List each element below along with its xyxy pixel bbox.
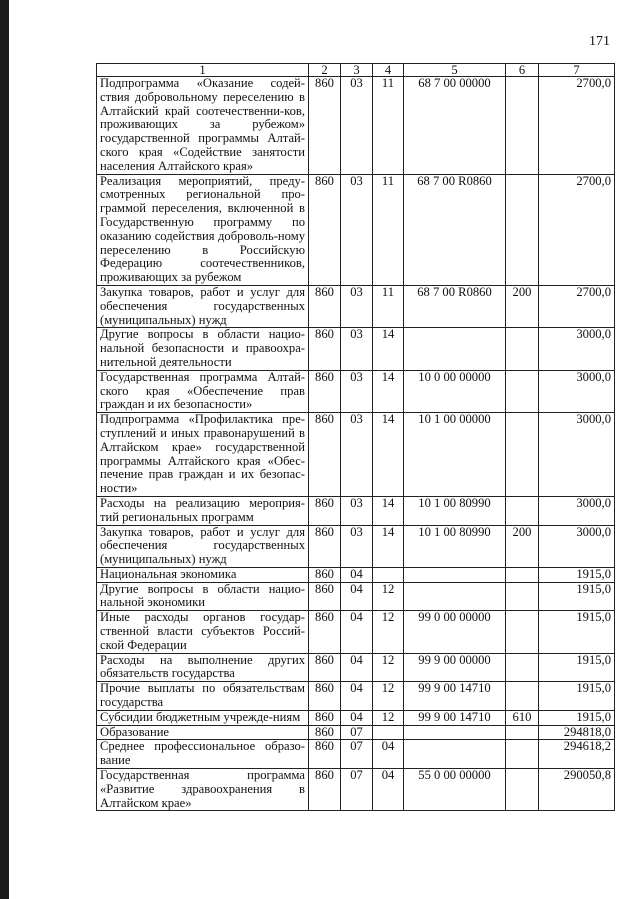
budget-table <box>96 63 615 811</box>
table-row <box>97 174 615 285</box>
row-section: 04 <box>341 611 373 653</box>
row-expense-type: 200 <box>506 285 539 327</box>
table-row <box>97 567 615 582</box>
row-expense-type <box>506 77 539 175</box>
row-amount: 2700,0 <box>539 174 615 285</box>
row-expense-type <box>506 653 539 682</box>
row-ministry-code: 860 <box>309 525 341 567</box>
row-ministry-code: 860 <box>309 611 341 653</box>
row-name: Другие вопросы в области нацио-нальной безопасности и правоохра-нительной деятельности <box>97 328 309 370</box>
row-name: Среднее профессиональное образо-вание <box>97 740 309 769</box>
table-row <box>97 370 615 412</box>
row-target-article: 99 9 00 14710 <box>404 682 506 711</box>
row-amount: 3000,0 <box>539 525 615 567</box>
table-row <box>97 525 615 567</box>
table-row <box>97 285 615 327</box>
row-expense-type: 610 <box>506 710 539 725</box>
row-amount: 1915,0 <box>539 611 615 653</box>
row-ministry-code: 860 <box>309 496 341 525</box>
row-amount: 2700,0 <box>539 77 615 175</box>
row-section: 03 <box>341 525 373 567</box>
row-ministry-code: 860 <box>309 567 341 582</box>
row-name: Реализация мероприятий, преду-смотренных региональной про-граммой переселения, включенной в Государственную программу по оказанию содействия доброволь-ному переселению в Российскую Федерацию соотечественников, проживающих за рубежом <box>97 174 309 285</box>
row-amount: 1915,0 <box>539 710 615 725</box>
row-target-article: 10 1 00 80990 <box>404 525 506 567</box>
row-name: Прочие выплаты по обязательствам государства <box>97 682 309 711</box>
row-ministry-code: 860 <box>309 174 341 285</box>
row-subsection: 12 <box>373 611 404 653</box>
row-expense-type <box>506 725 539 740</box>
row-subsection: 04 <box>373 740 404 769</box>
row-amount: 3000,0 <box>539 328 615 370</box>
row-expense-type <box>506 611 539 653</box>
row-ministry-code: 860 <box>309 582 341 611</box>
row-target-article: 99 0 00 00000 <box>404 611 506 653</box>
row-subsection <box>373 725 404 740</box>
row-ministry-code: 860 <box>309 285 341 327</box>
row-amount: 294618,2 <box>539 740 615 769</box>
header-col-3: 3 <box>341 64 373 77</box>
row-amount: 1915,0 <box>539 582 615 611</box>
row-expense-type <box>506 740 539 769</box>
row-target-article: 10 0 00 00000 <box>404 370 506 412</box>
row-subsection: 11 <box>373 285 404 327</box>
row-ministry-code: 860 <box>309 413 341 497</box>
row-section: 04 <box>341 653 373 682</box>
header-col-1: 1 <box>97 64 309 77</box>
row-target-article <box>404 740 506 769</box>
table-row <box>97 611 615 653</box>
row-amount: 3000,0 <box>539 413 615 497</box>
header-col-2: 2 <box>309 64 341 77</box>
row-name: Государственная программа «Развитие здравоохранения в Алтайском крае» <box>97 769 309 811</box>
row-name: Национальная экономика <box>97 567 309 582</box>
row-amount: 294818,0 <box>539 725 615 740</box>
row-section: 04 <box>341 710 373 725</box>
header-row <box>97 64 615 77</box>
row-ministry-code: 860 <box>309 740 341 769</box>
row-section: 04 <box>341 582 373 611</box>
table-row <box>97 740 615 769</box>
row-section: 03 <box>341 496 373 525</box>
row-expense-type <box>506 567 539 582</box>
row-subsection: 12 <box>373 653 404 682</box>
row-section: 03 <box>341 370 373 412</box>
row-expense-type <box>506 769 539 811</box>
row-name: Расходы на реализацию мероприя-тий региональных программ <box>97 496 309 525</box>
row-name: Государственная программа Алтай-ского края «Обеспечение прав граждан и их безопасности» <box>97 370 309 412</box>
table-row <box>97 413 615 497</box>
row-target-article: 68 7 00 R0860 <box>404 285 506 327</box>
row-target-article <box>404 567 506 582</box>
header-col-7: 7 <box>539 64 615 77</box>
table-row <box>97 682 615 711</box>
row-target-article: 10 1 00 00000 <box>404 413 506 497</box>
row-target-article <box>404 582 506 611</box>
table-row <box>97 328 615 370</box>
row-subsection: 12 <box>373 710 404 725</box>
row-amount: 2700,0 <box>539 285 615 327</box>
row-target-article: 10 1 00 80990 <box>404 496 506 525</box>
row-target-article <box>404 725 506 740</box>
row-ministry-code: 860 <box>309 769 341 811</box>
header-col-5: 5 <box>404 64 506 77</box>
row-ministry-code: 860 <box>309 370 341 412</box>
row-ministry-code: 860 <box>309 77 341 175</box>
row-expense-type <box>506 413 539 497</box>
row-name: Подпрограмма «Оказание содей-ствия добровольному переселению в Алтайский край соотечественни-ков, проживающих за рубежом» государственной программы Алтай-ского края «Содействие занятости населения Алтайского края» <box>97 77 309 175</box>
row-expense-type <box>506 174 539 285</box>
row-ministry-code: 860 <box>309 328 341 370</box>
row-amount: 1915,0 <box>539 653 615 682</box>
row-target-article: 68 7 00 00000 <box>404 77 506 175</box>
row-name: Другие вопросы в области нацио-нальной экономики <box>97 582 309 611</box>
table-row <box>97 653 615 682</box>
row-section: 03 <box>341 77 373 175</box>
table-row <box>97 725 615 740</box>
row-name: Закупка товаров, работ и услуг для обеспечения государственных (муниципальных) нужд <box>97 525 309 567</box>
row-amount: 290050,8 <box>539 769 615 811</box>
row-ministry-code: 860 <box>309 682 341 711</box>
row-subsection: 14 <box>373 370 404 412</box>
row-name: Иные расходы органов государ-ственной власти субъектов Россий-ской Федерации <box>97 611 309 653</box>
header-col-6: 6 <box>506 64 539 77</box>
row-section: 03 <box>341 174 373 285</box>
row-amount: 3000,0 <box>539 496 615 525</box>
row-subsection: 12 <box>373 682 404 711</box>
row-ministry-code: 860 <box>309 725 341 740</box>
row-ministry-code: 860 <box>309 710 341 725</box>
row-target-article: 99 9 00 14710 <box>404 710 506 725</box>
table-row <box>97 769 615 811</box>
row-subsection: 04 <box>373 769 404 811</box>
row-name: Субсидии бюджетным учрежде-ниям <box>97 710 309 725</box>
row-section: 04 <box>341 682 373 711</box>
row-expense-type <box>506 582 539 611</box>
row-expense-type: 200 <box>506 525 539 567</box>
row-section: 03 <box>341 413 373 497</box>
row-section: 04 <box>341 567 373 582</box>
row-ministry-code: 860 <box>309 653 341 682</box>
table-row <box>97 496 615 525</box>
row-subsection: 11 <box>373 174 404 285</box>
header-col-4: 4 <box>373 64 404 77</box>
scan-edge-shadow <box>0 0 9 899</box>
row-amount: 1915,0 <box>539 682 615 711</box>
row-expense-type <box>506 370 539 412</box>
row-subsection: 11 <box>373 77 404 175</box>
table-row <box>97 710 615 725</box>
table-row <box>97 77 615 175</box>
table-row <box>97 582 615 611</box>
row-amount: 3000,0 <box>539 370 615 412</box>
row-subsection: 14 <box>373 413 404 497</box>
row-expense-type <box>506 682 539 711</box>
row-section: 03 <box>341 328 373 370</box>
row-target-article: 99 9 00 00000 <box>404 653 506 682</box>
row-subsection: 12 <box>373 582 404 611</box>
row-section: 03 <box>341 285 373 327</box>
row-target-article: 68 7 00 R0860 <box>404 174 506 285</box>
row-subsection: 14 <box>373 328 404 370</box>
row-name: Подпрограмма «Профилактика пре-ступлений и иных правонарушений в Алтайском крае» государственной программы Алтайского края «Обес-печение прав граждан и их безопас-ности» <box>97 413 309 497</box>
row-section: 07 <box>341 769 373 811</box>
row-section: 07 <box>341 740 373 769</box>
row-name: Закупка товаров, работ и услуг для обеспечения государственных (муниципальных) нужд <box>97 285 309 327</box>
row-name: Расходы на выполнение других обязательств государства <box>97 653 309 682</box>
page-number: 171 <box>589 34 610 49</box>
row-section: 07 <box>341 725 373 740</box>
row-expense-type <box>506 328 539 370</box>
row-subsection: 14 <box>373 496 404 525</box>
row-target-article: 55 0 00 00000 <box>404 769 506 811</box>
row-name: Образование <box>97 725 309 740</box>
row-expense-type <box>506 496 539 525</box>
row-subsection: 14 <box>373 525 404 567</box>
row-target-article <box>404 328 506 370</box>
row-amount: 1915,0 <box>539 567 615 582</box>
row-subsection <box>373 567 404 582</box>
